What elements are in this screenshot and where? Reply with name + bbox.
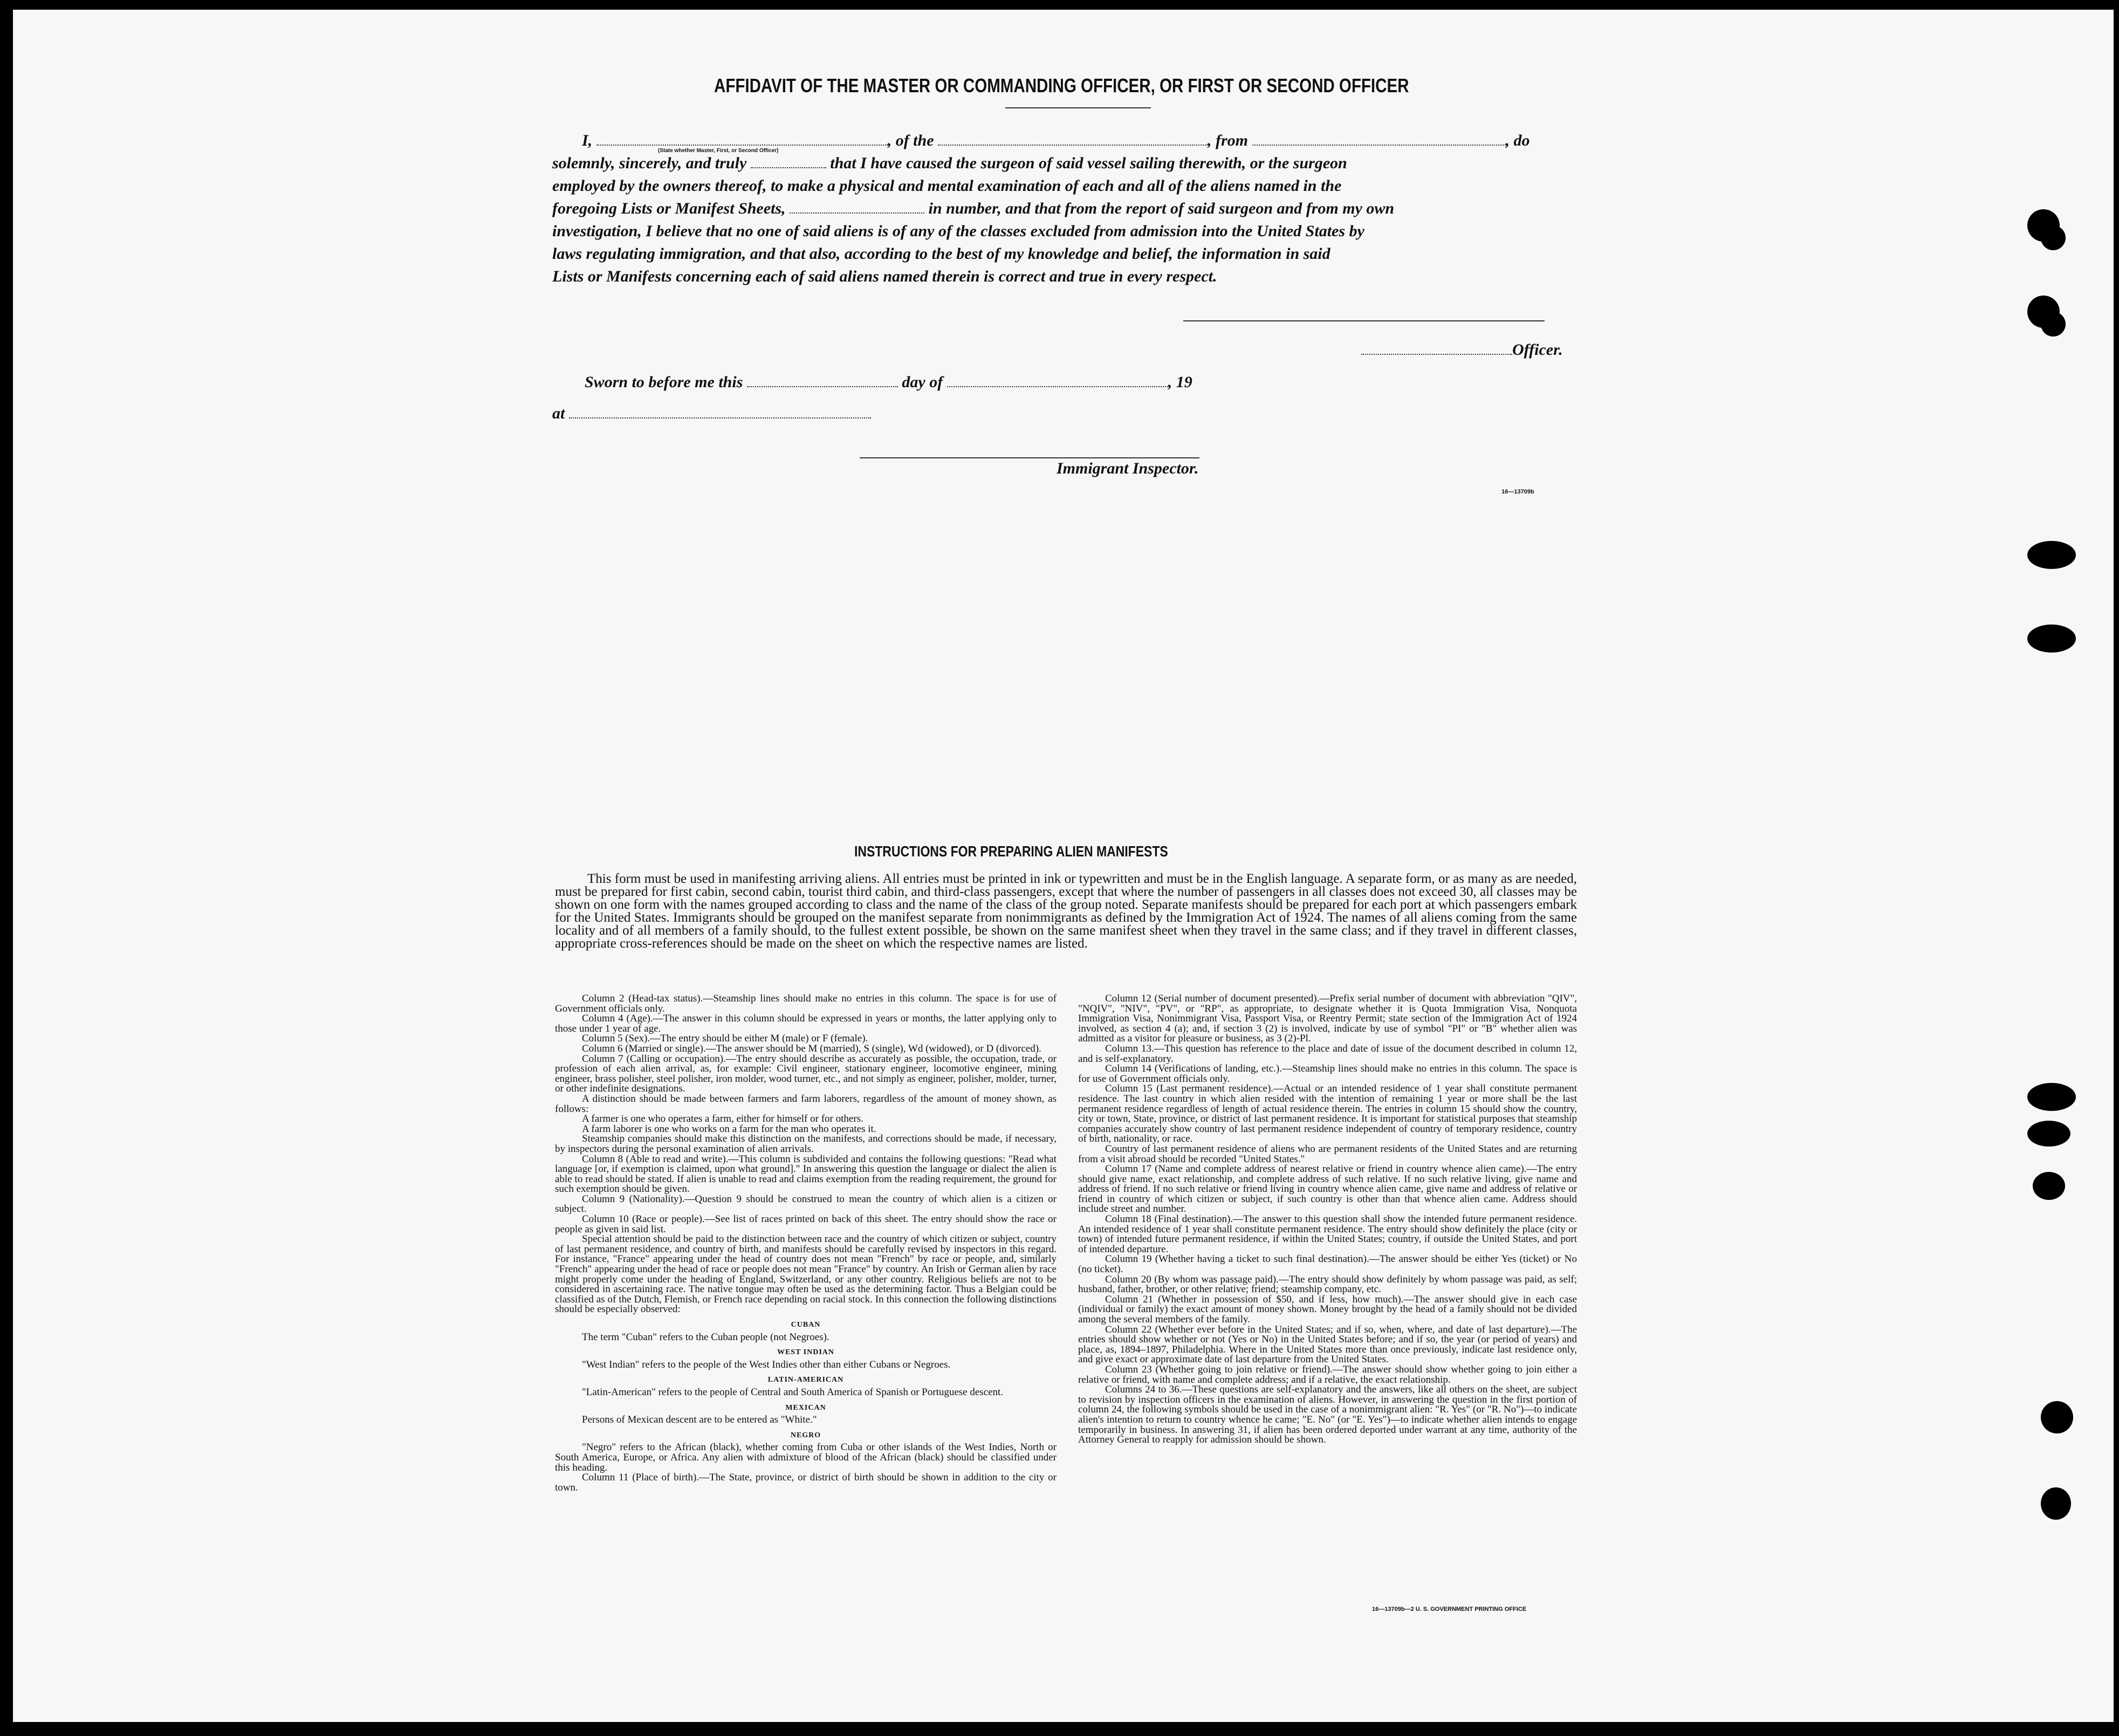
instruction-paragraph: Column 15 (Last permanent residence).—Actual or an intended residence of 1 year shall constitute permanent residence. The last country in which alien resided with the intention of remaining 1 year or more shall be the last permanent residence regardless of length of actual residence therein. The entries in column 15 should show the country, city or town, State, province, or district of last permanent residence. It is important for statistical purposes that steamship companies accurately show country of last permanent residence independent of country of temporary residence, country of birth, nationality, or race. bbox=[1078, 1083, 1577, 1145]
instruction-paragraph: Special attention should be paid to the distinction between race and the country of which citizen or subject, country of last permanent residence, and country of birth, and manifests should be carefully revised by inspectors in this regard. For instance, "France" appearing under the head of country does not mean "French" by race or people, and, similarly "French" appearing under the head of race or people does not mean "France" by country. An Irish or German alien by race might properly come under the heading of England, Switzerland, or any other country. Religious beliefs are not to be considered in ascertaining race. The native tongue may often be used as the determining factor. Thus a Belgian could be classified as of the Dutch, Flemish, or French race depending on racial stock. In this connection the following distinctions should be especially observed: bbox=[555, 1233, 1057, 1315]
affidavit-line-1-b: , of the bbox=[887, 132, 934, 149]
punch-hole bbox=[2027, 1121, 2070, 1147]
affidavit-line-2-b: that I have caused the surgeon of said vessel sailing therewith, or the surgeon bbox=[830, 154, 1347, 172]
instructions-right-column bbox=[1078, 994, 1577, 1445]
instruction-paragraph: Columns 24 to 36.—These questions are self-explanatory and the answers, like all others on the sheet, are subject to revision by inspection officers in the examination of aliens. However, in answering the question in the first portion of column 24, the following symbols should be used in the case of a nonimmigrant alien: "R. Yes" (or "R. No")—to indicate alien's intention to return to country whence he came; "E. No" (or "E. Yes")—to indicate whether alien intends to engage temporarily in business. In answering 31, if alien has been ordered deported under warrant at any time, authority of the Attorney General to reapply for admission should be shown. bbox=[1078, 1384, 1577, 1446]
at-line bbox=[552, 402, 871, 425]
affidavit-line-3: employed by the owners thereof, to make a physical and mental examination of each and all of the aliens named in the bbox=[552, 177, 1342, 195]
punch-hole bbox=[2033, 1172, 2065, 1200]
race-subheading: CUBAN bbox=[791, 1321, 821, 1329]
officer-rank-blank[interactable] bbox=[596, 132, 888, 146]
departure-port-blank[interactable] bbox=[1252, 132, 1506, 146]
punch-hole bbox=[2041, 225, 2066, 250]
instruction-paragraph: Persons of Mexican descent are to be entered as "White." bbox=[582, 1414, 817, 1426]
at-place-blank[interactable] bbox=[569, 404, 871, 418]
instruction-paragraph: "Latin-American" refers to the people of Central and South America of Spanish or Portuguese descent. bbox=[582, 1386, 1004, 1398]
race-subheading: NEGRO bbox=[790, 1431, 821, 1439]
instruction-paragraph: Column 11 (Place of birth).—The State, province, or district of birth should be shown in addition to the city or town. bbox=[555, 1472, 1057, 1493]
affidavit-line-1-d: , do bbox=[1505, 132, 1530, 149]
punch-hole bbox=[2041, 1401, 2073, 1433]
instructions-left-column bbox=[555, 994, 1057, 1493]
instruction-paragraph: Column 4 (Age).—The answer in this column should be expressed in years or months, the latter applying only to those under 1 year of age. bbox=[555, 1013, 1057, 1034]
instructions-intro: This form must be used in manifesting arriving aliens. All entries must be printed in ink or typewritten and must be in the English language. A separate form, or as many as are needed, must be prepared for first cabin, second cabin, tourist third cabin, and third-class passengers, except that where the number of passengers in all classes does not exceed 30, all classes may be shown on one form with the names grouped according to class and the name of the class of the group noted. Separate manifests should be prepared for each port at which passengers embark for the United States. Immigrants should be grouped on the manifest separate from nonimmigrants as defined by the Immigration Act of 1924. The names of all aliens coming from the same locality and of all members of a family should, to the fullest extent possible, be shown on the same manifest sheet when they travel in the same class; and if they travel in different classes, appropriate cross-references should be made on the sheet on which the respective names are listed. bbox=[555, 872, 1577, 951]
sworn-line bbox=[585, 371, 1192, 394]
instruction-paragraph: Column 5 (Sex).—The entry should be either M (male) or F (female). bbox=[582, 1033, 868, 1045]
race-subheading: MEXICAN bbox=[785, 1403, 826, 1412]
sworn-label-a: Sworn to before me this bbox=[585, 373, 743, 391]
instruction-paragraph: Column 17 (Name and complete address of nearest relative or friend in country whence alien came).—The entry should give name, exact relationship, and complete address of such relative. If no such relative living, give name and address of friend. If no such relative or friend living in country whence alien came, give name and address of relative or friend in country of which citizen or subject, if such country is other than that whence alien came. Address should include street and number. bbox=[1078, 1163, 1577, 1215]
sworn-label-b: day of bbox=[902, 373, 943, 391]
at-label: at bbox=[552, 404, 565, 422]
instruction-paragraph: Column 13.—This question has reference to the place and date of issue of the document described in column 12, and is self-explanatory. bbox=[1078, 1042, 1577, 1065]
officer-title-blank[interactable] bbox=[1361, 341, 1512, 355]
instruction-paragraph: Country of last permanent residence of aliens who are permanent residents of the United States and are returning from a visit abroad should be recorded "United States." bbox=[1078, 1143, 1577, 1165]
affidavit-line-2-a: solemnly, sincerely, and truly bbox=[552, 154, 747, 172]
sworn-month-blank[interactable] bbox=[947, 373, 1168, 387]
instruction-paragraph: Column 20 (By whom was passage paid).—The entry should show definitely by whom passage was paid, as self; husband, father, brother, or other relative; friend; steamship company, etc. bbox=[1078, 1273, 1577, 1295]
document-sheet bbox=[13, 10, 2114, 1722]
punch-hole bbox=[2041, 312, 2066, 337]
instruction-paragraph: Column 23 (Whether going to join relative or friend).—The answer should show whether going to join either a relative or friend, with name and complete address; and if a relative, the exact relationship. bbox=[1078, 1363, 1577, 1385]
instruction-paragraph: Column 9 (Nationality).—Question 9 should be construed to mean the country of which alien is a citizen or subject. bbox=[555, 1193, 1057, 1215]
rank-subcaption: (State whether Master, First, or Second Officer) bbox=[658, 148, 779, 154]
affidavit-line-1-c: , from bbox=[1208, 132, 1249, 149]
officer-label: Officer. bbox=[1512, 341, 1563, 359]
instructions-title: INSTRUCTIONS FOR PREPARING ALIEN MANIFESTS bbox=[854, 843, 1168, 860]
affidavit-line-5: investigation, I believe that no one of said aliens is of any of the classes excluded from admission into the United States by bbox=[552, 222, 1364, 240]
officer-signature-line[interactable] bbox=[1183, 320, 1545, 321]
punch-hole bbox=[2041, 1487, 2071, 1520]
printing-office-footer: 16—13709b—2 U. S. GOVERNMENT PRINTING OFFICE bbox=[1372, 1606, 1527, 1613]
title-underline bbox=[1005, 107, 1151, 108]
affidavit-line-4 bbox=[552, 197, 1394, 220]
punch-hole bbox=[2027, 541, 2076, 569]
officer-title-row bbox=[1361, 339, 1563, 361]
instruction-paragraph: Column 12 (Serial number of document presented).—Prefix serial number of document with abbreviation "QIV", "NQIV", "NIV", "PV", or "RP", as appropriate, to designate whether it is Quota Immigration Visa, Nonquota Immigration Visa, Nonimmigrant Visa, Passport Visa, or Reentry Permit; state section of the Immigration Act of 1924 involved, as section 4 (a); and, if section 3 (2) is involved, indicate by use of symbol "PI" or "B" whether alien was admitted as a visitor for pleasure or business, as 3 (2)-Pl. bbox=[1078, 993, 1577, 1045]
punch-hole bbox=[2027, 1083, 2076, 1111]
race-subheading: LATIN-AMERICAN bbox=[767, 1376, 844, 1384]
affidavit-title: AFFIDAVIT OF THE MASTER OR COMMANDING OFFICER, OR FIRST OR SECOND OFFICER bbox=[714, 74, 1409, 97]
race-subheading: WEST INDIAN bbox=[777, 1348, 835, 1357]
instruction-paragraph: "West Indian" refers to the people of the West Indies other than either Cubans or Negroes. bbox=[582, 1358, 951, 1370]
affidavit-line-1-a: I, bbox=[582, 132, 593, 149]
inspector-label: Immigrant Inspector. bbox=[1057, 459, 1199, 477]
instruction-paragraph: Column 7 (Calling or occupation).—The entry should describe as accurately as possible, the occupation, trade, or profession of each alien arrival, as, for example: Civil engineer, stationary engineer, locomotive engineer, mining engineer, brass polisher, steel polisher, iron molder, wood turner, etc., and not simply as engineer, polisher, molder, turner, or other indefinite designations. bbox=[555, 1053, 1057, 1095]
instruction-paragraph: Steamship companies should make this distinction on the manifests, and corrections should be made, if necessary, by inspectors during the personal examination of alien arrivals. bbox=[555, 1133, 1057, 1155]
affidavit-line-7: Lists or Manifests concerning each of said aliens named therein is correct and true in every respect. bbox=[552, 267, 1217, 285]
instruction-paragraph: Column 22 (Whether ever before in the United States; and if so, when, where, and date of last departure).—The entries should show whether or not (Yes or No) in the United States before; and if so, the year (or period of years) and place, as, 1894–1897, Philadelphia. Where in the United States more than once previously, indicate last residence only, and give exact or approximate date of last departure from the United States. bbox=[1078, 1323, 1577, 1366]
alien-count-blank[interactable] bbox=[790, 200, 924, 214]
instruction-paragraph: Column 14 (Verifications of landing, etc.).—Steamship lines should make no entries in this column. The space is for use of Government officials only. bbox=[1078, 1063, 1577, 1085]
instruction-paragraph: Column 10 (Race or people).—See list of races printed on back of this sheet. The entry should show the race or people as given in said list. bbox=[555, 1213, 1057, 1235]
instruction-paragraph: Column 21 (Whether in possession of $50, and if less, how much).—The answer should give in each case (individual or family) the exact amount of money shown. Money brought by the head of a family should not be divided among the several members of the family. bbox=[1078, 1293, 1577, 1325]
affidavit-line-4-b: in number, and that from the report of said surgeon and from my own bbox=[928, 200, 1395, 217]
punch-hole bbox=[2027, 625, 2076, 653]
sworn-day-blank[interactable] bbox=[747, 373, 898, 387]
instruction-paragraph: A farmer is one who operates a farm, either for himself or for others. bbox=[582, 1113, 863, 1125]
affidavit-line-2 bbox=[552, 152, 1347, 175]
instruction-paragraph: The term "Cuban" refers to the Cuban people (not Negroes). bbox=[582, 1331, 829, 1343]
instruction-paragraph: A distinction should be made between farmers and farm laborers, regardless of the amount of money shown, as follows: bbox=[555, 1093, 1057, 1115]
sworn-manner-blank[interactable] bbox=[751, 154, 826, 168]
affidavit-line-4-a: foregoing Lists or Manifest Sheets, bbox=[552, 200, 786, 217]
form-code: 16—13709b bbox=[1501, 489, 1534, 495]
instruction-paragraph: Column 8 (Able to read and write).—This column is subdivided and contains the following questions: "Read what language [or, if exemption is claimed, upon what ground]." In answering this question the language or dialect the alien is able to read should be stated. If alien is unable to read and claims exemption from the reading requirement, the ground for such exemption should be given. bbox=[555, 1153, 1057, 1195]
sworn-label-c: , 19 bbox=[1168, 373, 1192, 391]
instruction-paragraph: Column 6 (Married or single).—The answer should be M (married), S (single), Wd (widowed), or D (divorced). bbox=[582, 1042, 1041, 1054]
instruction-paragraph: Column 19 (Whether having a ticket to such final destination).—The answer should be either Yes (ticket) or No (no ticket). bbox=[1078, 1253, 1577, 1275]
instruction-paragraph: "Negro" refers to the African (black), whether coming from Cuba or other islands of the West Indies, North or South America, Europe, or Africa. Any alien with admixture of blood of the African (black) should be classified under this heading. bbox=[555, 1442, 1057, 1473]
instruction-paragraph: Column 2 (Head-tax status).—Steamship lines should make no entries in this column. The space is for use of Government officials only. bbox=[555, 993, 1057, 1014]
affidavit-line-6: laws regulating immigration, and that also, according to the best of my knowledge and belief, the information in said bbox=[552, 245, 1331, 263]
vessel-name-blank[interactable] bbox=[938, 132, 1208, 146]
instruction-paragraph: Column 18 (Final destination).—The answer to this question shall show the intended future permanent residence. An intended residence of 1 year shall constitute permanent residence. The entry should show definitely the place (city or town) of intended future permanent residence, if within the United States; country, if outside the United States, and port of intended departure. bbox=[1078, 1213, 1577, 1255]
instruction-paragraph: A farm laborer is one who works on a farm for the man who operates it. bbox=[582, 1123, 876, 1135]
